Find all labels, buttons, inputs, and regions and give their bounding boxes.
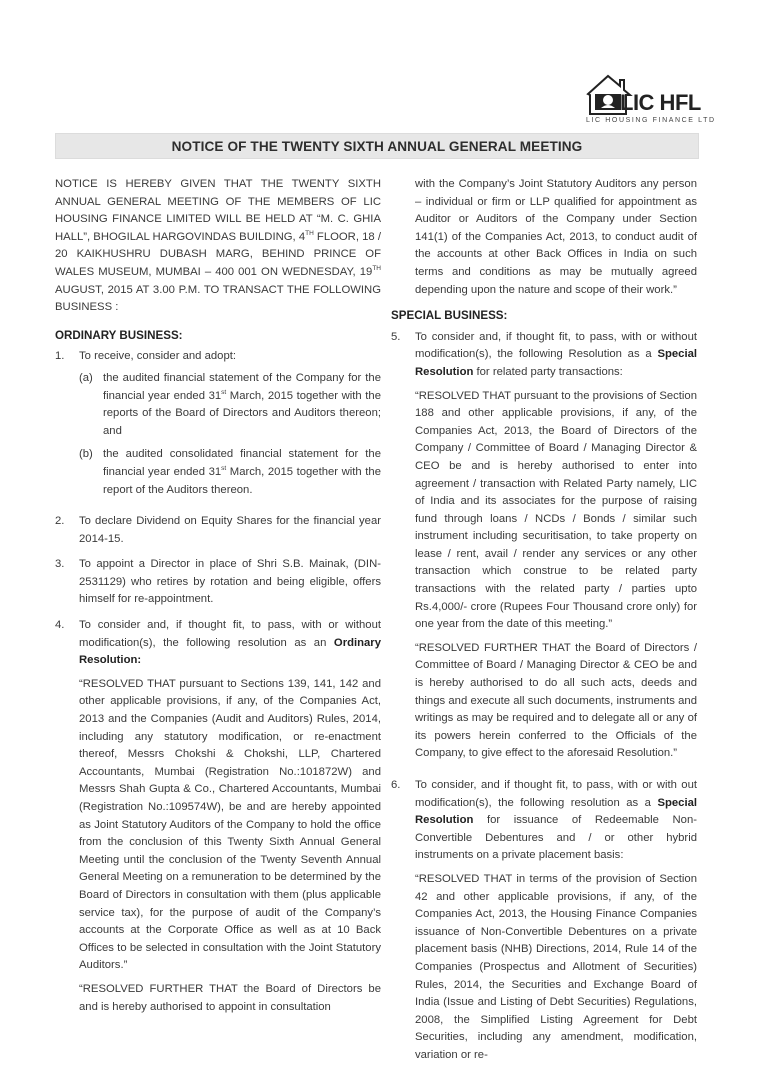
notice-title: NOTICE OF THE TWENTY SIXTH ANNUAL GENERAL MEETING [171, 138, 583, 154]
resolution-further-continued: with the Company’s Joint Statutory Auditors any person – individual or firm or LLP qualified for appointment as Auditor or Auditors of the Company under Section 141(1) of the Companies Act, 2013, to conduct audit of the accounts at other Back Offices in India on such terms and conditions as may be mutually agreed depending upon the nature and scope of their work.” [415, 178, 697, 296]
intro-paragraph: NOTICE IS HEREBY GIVEN THAT THE TWENTY SIXTH ANNUAL GENERAL MEETING OF THE MEMBERS OF LIC HOUSING FINANCE LIMITED WILL BE HELD AT “M. C. GHIA HALL”, BHOGILAL HARGOVINDAS BUILDING, 4TH FLOOR, 18 / 20 KAIKHUSHRU DUBASH MARG, BEHIND PRINCE OF WALES MUSEUM, MUMBAI – 400 001 ON WEDNESDAY, 19TH AUGUST, 2015 AT 3.00 P.M. TO TRANSACT THE FOLLOWING BUSINESS : [55, 178, 381, 314]
resolution-further-auditors: “RESOLVED FURTHER THAT the Board of Directors be and is hereby authorised to appoint in consultation [79, 982, 381, 1013]
agenda-item-5: 5. To consider and, if thought fit, to pass, with or without modification(s), the following Resolution as a Special Resolution for related party transactions: “RESOLVED THAT pursuant to the provisions of Section 188 and other applicable provisions, if any, of the Companies Act, 2013, the Board of Directors of the Company / Committee of Board / Managing Director & CEO be and is hereby authorised to enter into agreement / transaction with Related Party namely, LIC of India and its associates for the purpose of raising fund through loans / NCDs / Bonds / similar such instrument including securitisation, to take property on lease / rent, avail / render any services or any other transaction which construe to be related party transactions with the related party / parties upto Rs.4,000/- crore (Rupees Four Thousand crore only) for one year from the date of this meeting.” “RESOLVED FURTHER THAT the Board of Directors / Committee of Board / Managing Director & CEO be and is hereby authorised to do all such acts, deeds and things and execute all such documents, instruments and writings as may be required and to delegate all or any of its powers herein conferred to the Officials of the Company, to give effect to the aforesaid Resolution.” [391, 329, 697, 769]
agenda-item-6: 6. To consider, and if thought fit, to pass, with or with out modification(s), the following resolution as a Special Resolution for issuance of Redeemable Non-Convertible Debentures and / or other hybrid instruments on a private placement basis: “RESOLVED THAT in terms of the provision of Section 42 and other applicable provisions, if any, of the Companies Act, 2013, the Housing Finance Companies issuance of Non-Convertible Debentures on a private placement basis (NHB) Directions, 2014, Rule 14 of the Companies (Prospectus and Allotment of Securities) Rules, 2014, the Securities and Exchange Board of India (Issue and Listing of Debt Securities) Regulations, 2008, the Simplified Listing Agreement for Debt Securities, including any amendment, modification, variation or re- [391, 777, 697, 1071]
resolution-related-party: “RESOLVED THAT pursuant to the provisions of Section 188 and other applicable provisions, if any, of the Companies Act, 2013, the Board of Directors of the Company / Committee of Board / Managing Director & CEO be and is hereby authorised to enter into agreement / transaction with Related Party namely, LIC of India and its associates for the purpose of raising fund through loans / NCDs / Bonds / similar such instrument including securitisation, to take property on lease / rent, avail / render any services or any other transaction which construe to be related party transactions with the related party / parties upto Rs.4,000/- crore (Rupees Four Thousand crore only) for one year from the date of this meeting.” [415, 389, 697, 631]
resolution-ncd: “RESOLVED THAT in terms of the provision of Section 42 and other applicable provisions, if any, of the Companies Act, 2013, the Housing Finance Companies issuance of Non-Convertible Debentures on a private placement basis (NHB) Directions, 2014, Rule 14 of the Companies (Prospectus and Allotment of Securities) Rules, 2014, the Securities and Exchange Board of India (Issue and Listing of Debt Securities) Regulations, 2008, the Simplified Listing Agreement for Debt Securities, including any amendment, modification, variation or re- [415, 872, 697, 1061]
logo-text: LIC HFL [620, 90, 701, 115]
agenda-item-3: 3. To appoint a Director in place of Shri S.B. Mainak, (DIN-2531129) who retires by rotation and being eligible, offers himself for re-appointment. [55, 558, 381, 606]
resolution-further-related-party: “RESOLVED FURTHER THAT the Board of Directors / Committee of Board / Managing Director & CEO be and is hereby authorised to do all such acts, deeds and things and execute all such documents, instruments and writings as may be required and to delegate all or any of its powers herein conferred to the Officials of the Company, to give effect to the aforesaid Resolution.” [415, 641, 697, 760]
notice-title-banner [55, 133, 699, 159]
left-column [55, 176, 381, 1030]
logo-subtitle: LIC HOUSING FINANCE LTD [586, 117, 716, 124]
special-business-heading: SPECIAL BUSINESS: [391, 309, 508, 323]
right-column [391, 176, 697, 1079]
agenda-item-1: 1. To receive, consider and adopt: (a) the audited financial statement of the Company for the financial year ended 31st March, 2015 together with the reports of the Board of Directors and Auditors thereon; and (b) the audited consolidated financial statement for the financial year ended 31st March, 2015 together with the report of the Auditors thereon. [55, 348, 381, 505]
agenda-item-1a: (a) the audited financial statement of the Company for the financial year ended 31st March, 2015 together with the reports of the Board of Directors and Auditors thereon; and [79, 371, 381, 437]
ordinary-business-heading: ORDINARY BUSINESS: [55, 328, 183, 342]
agenda-item-1b: (b) the audited consolidated financial statement for the financial year ended 31st March, 2015 together with the report of the Auditors thereon. [79, 448, 381, 496]
resolution-auditors: “RESOLVED THAT pursuant to Sections 139, 141, 142 and other applicable provisions, if any, of the Companies Act, 2013 and the Companies (Audit and Auditors) Rules, 2014, including any statutory modification, or re-enactment thereof, Messrs Chokshi & Chokshi, LLP, Chartered Accountants, Mumbai (Registration No.:101872W) and Messrs Shah Gupta & Co., Chartered Accountants, Mumbai (Registration No.:109574W), be and are hereby appointed as Joint Statutory Auditors of the Company to hold the office from the conclusion of this Twenty Sixth Annual General Meeting until the conclusion of the Twenty Seventh Annual General Meeting on a remuneration to be determined by the Board of Directors in consultation with them (plus applicable service tax), for the purpose of audit of the Company’s accounts at the Corporate Office as well as at 10 Back Offices to be selected in consultation with the Joint Statutory Auditors.” [79, 677, 381, 972]
agenda-item-2: 2. To declare Dividend on Equity Shares for the financial year 2014-15. [55, 515, 381, 545]
agenda-item-4: 4. To consider and, if thought fit, to pass, with or without modification(s), the following resolution as an Ordinary Resolution: “RESOLVED THAT pursuant to Sections 139, 141, 142 and other applicable provisions, if any, of the Companies Act, 2013 and the Companies (Audit and Auditors) Rules, 2014, including any statutory modification, or re-enactment thereof, Messrs Chokshi & Chokshi, LLP, Chartered Accountants, Mumbai (Registration No.:101872W) and Messrs Shah Gupta & Co., Chartered Accountants, Mumbai (Registration No.:109574W), be and are hereby appointed as Joint Statutory Auditors of the Company to hold the office from the conclusion of this Twenty Sixth Annual General Meeting until the conclusion of the Twenty Seventh Annual General Meeting on a remuneration to be determined by the Board of Directors in consultation with them (plus applicable service tax), for the purpose of audit of the Company’s accounts at the Corporate Office as well as at 10 Back Offices to be selected in consultation with the Joint Statutory Auditors.” “RESOLVED FURTHER THAT the Board of Directors be and is hereby authorised to appoint in consultation [55, 617, 381, 1022]
